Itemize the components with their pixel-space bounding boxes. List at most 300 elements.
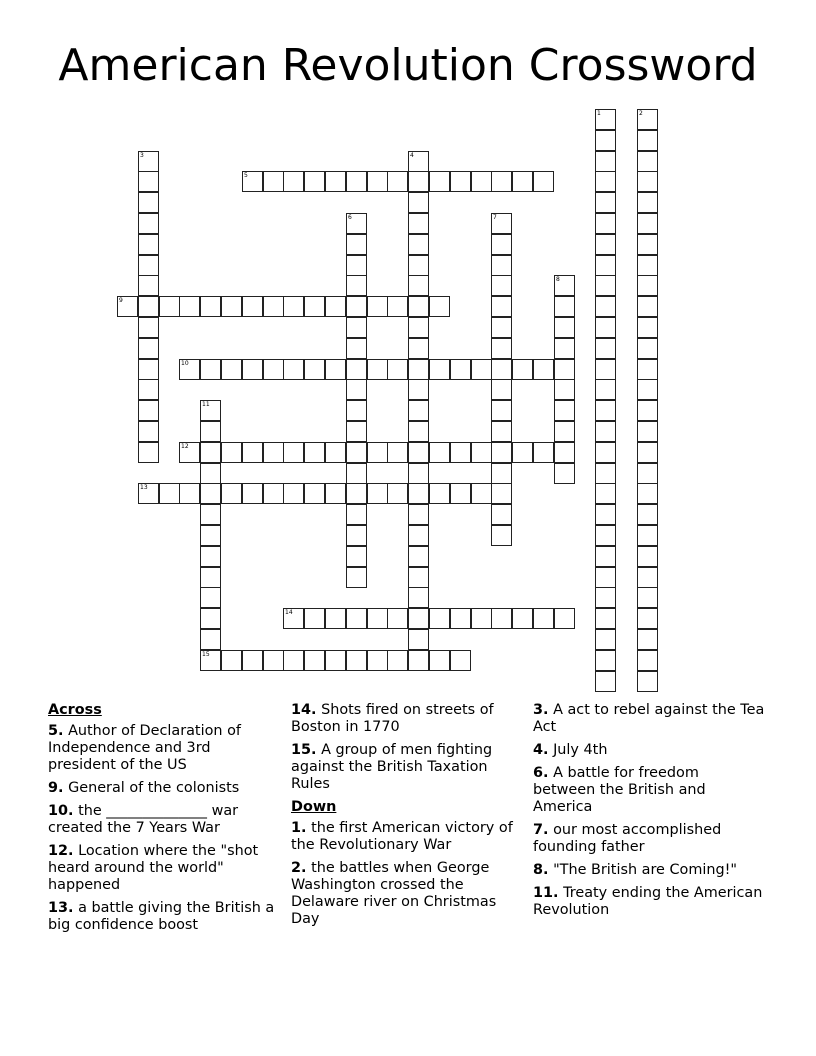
grid-cell[interactable] — [200, 421, 221, 442]
grid-cell[interactable] — [325, 483, 346, 504]
clue-number: 6. — [533, 765, 549, 781]
grid-cell[interactable] — [346, 171, 367, 192]
grid-cell[interactable] — [637, 234, 658, 255]
grid-cell[interactable] — [367, 608, 388, 629]
grid-cell[interactable] — [242, 442, 263, 463]
clue-text: the first American victory of the Revolutionary War — [291, 820, 513, 853]
grid-cell[interactable] — [595, 567, 616, 588]
grid-cell[interactable] — [138, 255, 159, 276]
grid-cell[interactable] — [138, 379, 159, 400]
grid-cell[interactable] — [408, 421, 429, 442]
grid-cell[interactable] — [595, 192, 616, 213]
grid-cell[interactable] — [429, 296, 450, 317]
grid-cell[interactable] — [304, 650, 325, 671]
grid-cell[interactable] — [346, 442, 367, 463]
grid-cell[interactable] — [637, 463, 658, 484]
grid-cell[interactable] — [595, 338, 616, 359]
grid-cell[interactable] — [263, 442, 284, 463]
grid-cell[interactable] — [637, 317, 658, 338]
grid-cell[interactable] — [200, 546, 221, 567]
grid-cell[interactable] — [179, 483, 200, 504]
grid-cell[interactable] — [637, 379, 658, 400]
clue-text: A group of men fighting against the British Taxation Rules — [291, 742, 493, 792]
clue-number: 4. — [533, 742, 549, 758]
grid-cell[interactable] — [491, 463, 512, 484]
grid-cell[interactable] — [387, 483, 408, 504]
grid-cell[interactable] — [595, 379, 616, 400]
grid-cell[interactable] — [491, 296, 512, 317]
grid-cell[interactable] — [263, 296, 284, 317]
grid-cell[interactable] — [263, 359, 284, 380]
grid-cell[interactable] — [491, 442, 512, 463]
grid-cell[interactable] — [595, 109, 616, 130]
grid-cell[interactable] — [595, 421, 616, 442]
grid-cell[interactable] — [637, 275, 658, 296]
clue-text: "The British are Coming!" — [553, 862, 737, 878]
grid-cell[interactable] — [554, 275, 575, 296]
grid-cell[interactable] — [408, 338, 429, 359]
grid-cell[interactable] — [637, 359, 658, 380]
grid-cell[interactable] — [408, 296, 429, 317]
grid-cell[interactable] — [595, 400, 616, 421]
grid-cell[interactable] — [595, 317, 616, 338]
grid-cell[interactable] — [491, 275, 512, 296]
grid-cell[interactable] — [637, 504, 658, 525]
grid-cell[interactable] — [138, 421, 159, 442]
grid-cell[interactable] — [637, 338, 658, 359]
grid-cell[interactable] — [159, 296, 180, 317]
grid-cell[interactable] — [595, 671, 616, 692]
grid-cell[interactable] — [387, 650, 408, 671]
grid-cell[interactable] — [159, 483, 180, 504]
clue-text: Treaty ending the American Revolution — [533, 885, 763, 918]
cell-number: 14 — [285, 609, 293, 616]
grid-cell[interactable] — [637, 525, 658, 546]
grid-cell[interactable] — [450, 483, 471, 504]
grid-cell[interactable] — [408, 379, 429, 400]
grid-cell[interactable] — [346, 525, 367, 546]
grid-cell[interactable] — [554, 296, 575, 317]
grid-cell[interactable] — [221, 442, 242, 463]
grid-cell[interactable] — [408, 192, 429, 213]
grid-cell[interactable] — [429, 483, 450, 504]
grid-cell[interactable] — [138, 234, 159, 255]
clue-down-11 — [533, 885, 765, 919]
grid-cell[interactable] — [554, 608, 575, 629]
grid-cell[interactable] — [200, 504, 221, 525]
cell-number: 12 — [181, 443, 189, 450]
grid-cell[interactable] — [408, 400, 429, 421]
grid-cell[interactable] — [471, 483, 492, 504]
grid-cell[interactable] — [221, 483, 242, 504]
grid-cell[interactable] — [325, 171, 346, 192]
grid-cell[interactable] — [595, 296, 616, 317]
clue-down-7 — [533, 822, 765, 856]
grid-cell[interactable] — [283, 483, 304, 504]
clue-number: 12. — [48, 843, 74, 859]
grid-cell[interactable] — [200, 587, 221, 608]
grid-cell[interactable] — [346, 317, 367, 338]
grid-cell[interactable] — [637, 130, 658, 151]
grid-cell[interactable] — [554, 379, 575, 400]
grid-cell[interactable] — [325, 608, 346, 629]
grid-cell[interactable] — [491, 483, 512, 504]
cell-number: 15 — [202, 651, 210, 658]
grid-cell[interactable] — [533, 359, 554, 380]
grid-cell[interactable] — [637, 171, 658, 192]
grid-cell[interactable] — [595, 255, 616, 276]
grid-cell[interactable] — [554, 400, 575, 421]
grid-cell[interactable] — [138, 400, 159, 421]
across-heading: Across — [48, 702, 102, 718]
grid-cell[interactable] — [595, 359, 616, 380]
grid-cell[interactable] — [325, 296, 346, 317]
grid-cell[interactable] — [138, 317, 159, 338]
grid-cell[interactable] — [491, 255, 512, 276]
grid-cell[interactable] — [595, 130, 616, 151]
grid-cell[interactable] — [491, 234, 512, 255]
clue-across-15 — [291, 742, 523, 793]
grid-cell[interactable] — [595, 234, 616, 255]
grid-cell[interactable] — [408, 317, 429, 338]
grid-cell[interactable] — [304, 296, 325, 317]
grid-cell[interactable] — [595, 650, 616, 671]
grid-cell[interactable] — [595, 629, 616, 650]
grid-cell[interactable] — [554, 463, 575, 484]
grid-cell[interactable] — [408, 567, 429, 588]
grid-cell[interactable] — [138, 171, 159, 192]
grid-cell[interactable] — [283, 171, 304, 192]
grid-cell[interactable] — [471, 359, 492, 380]
clue-text: a battle giving the British a big confidence boost — [48, 900, 275, 933]
grid-cell[interactable] — [200, 650, 221, 671]
grid-cell[interactable] — [637, 671, 658, 692]
grid-cell[interactable] — [242, 483, 263, 504]
grid-cell[interactable] — [179, 296, 200, 317]
grid-cell[interactable] — [429, 650, 450, 671]
grid-cell[interactable] — [595, 546, 616, 567]
grid-cell[interactable] — [200, 525, 221, 546]
grid-cell[interactable] — [346, 463, 367, 484]
grid-cell[interactable] — [637, 151, 658, 172]
grid-cell[interactable] — [637, 255, 658, 276]
grid-cell[interactable] — [346, 546, 367, 567]
grid-cell[interactable] — [263, 650, 284, 671]
grid-cell[interactable] — [450, 442, 471, 463]
grid-cell[interactable] — [637, 567, 658, 588]
grid-cell[interactable] — [138, 296, 159, 317]
grid-cell[interactable] — [138, 359, 159, 380]
grid-cell[interactable] — [117, 296, 138, 317]
grid-cell[interactable] — [595, 587, 616, 608]
grid-cell[interactable] — [554, 317, 575, 338]
grid-cell[interactable] — [200, 483, 221, 504]
grid-cell[interactable] — [595, 504, 616, 525]
clue-across-9 — [48, 780, 280, 797]
grid-cell[interactable] — [595, 442, 616, 463]
grid-cell[interactable] — [200, 359, 221, 380]
grid-cell[interactable] — [200, 463, 221, 484]
grid-cell[interactable] — [200, 608, 221, 629]
grid-cell[interactable] — [138, 338, 159, 359]
clue-across-5 — [48, 723, 280, 774]
grid-cell[interactable] — [283, 442, 304, 463]
grid-cell[interactable] — [408, 151, 429, 172]
grid-cell[interactable] — [283, 608, 304, 629]
clues-column-2 — [291, 702, 523, 934]
cell-number: 7 — [493, 214, 497, 221]
grid-cell[interactable] — [242, 650, 263, 671]
grid-cell[interactable] — [408, 483, 429, 504]
grid-cell[interactable] — [387, 608, 408, 629]
grid-cell[interactable] — [637, 483, 658, 504]
grid-cell[interactable] — [471, 171, 492, 192]
grid-cell[interactable] — [304, 483, 325, 504]
grid-cell[interactable] — [367, 442, 388, 463]
grid-cell[interactable] — [408, 442, 429, 463]
cell-number: 9 — [119, 297, 123, 304]
grid-cell[interactable] — [637, 650, 658, 671]
grid-cell[interactable] — [179, 359, 200, 380]
grid-cell[interactable] — [595, 463, 616, 484]
grid-cell[interactable] — [200, 296, 221, 317]
grid-cell[interactable] — [637, 400, 658, 421]
cell-number: 11 — [202, 401, 210, 408]
grid-cell[interactable] — [138, 192, 159, 213]
grid-cell[interactable] — [242, 359, 263, 380]
clue-number: 9. — [48, 780, 64, 796]
grid-cell[interactable] — [450, 359, 471, 380]
grid-cell[interactable] — [408, 608, 429, 629]
cell-number: 1 — [597, 110, 601, 117]
grid-cell[interactable] — [637, 213, 658, 234]
grid-cell[interactable] — [367, 296, 388, 317]
clue-text: A act to rebel against the Tea Act — [533, 702, 765, 735]
grid-cell[interactable] — [491, 317, 512, 338]
grid-cell[interactable] — [346, 567, 367, 588]
clue-text: Shots fired on streets of Boston in 1770 — [291, 702, 494, 735]
grid-cell[interactable] — [221, 650, 242, 671]
grid-cell[interactable] — [637, 421, 658, 442]
grid-cell[interactable] — [471, 442, 492, 463]
grid-cell[interactable] — [408, 213, 429, 234]
clue-number: 14. — [291, 702, 317, 718]
grid-cell[interactable] — [346, 359, 367, 380]
grid-cell[interactable] — [346, 338, 367, 359]
cell-number: 5 — [244, 172, 248, 179]
clue-across-10 — [48, 803, 280, 837]
grid-cell[interactable] — [346, 504, 367, 525]
grid-cell[interactable] — [200, 442, 221, 463]
clue-down-6 — [533, 765, 765, 816]
grid-cell[interactable] — [221, 359, 242, 380]
grid-cell[interactable] — [637, 608, 658, 629]
grid-cell[interactable] — [595, 525, 616, 546]
grid-cell[interactable] — [346, 234, 367, 255]
grid-cell[interactable] — [595, 275, 616, 296]
clue-across-12 — [48, 843, 280, 894]
grid-cell[interactable] — [325, 650, 346, 671]
cell-number: 2 — [639, 110, 643, 117]
clue-text: General of the colonists — [68, 780, 240, 796]
grid-cell[interactable] — [387, 296, 408, 317]
grid-cell[interactable] — [637, 442, 658, 463]
grid-cell[interactable] — [304, 608, 325, 629]
grid-cell[interactable] — [325, 359, 346, 380]
grid-cell[interactable] — [263, 483, 284, 504]
grid-cell[interactable] — [491, 504, 512, 525]
grid-cell[interactable] — [533, 171, 554, 192]
grid-cell[interactable] — [554, 359, 575, 380]
cell-number: 6 — [348, 214, 352, 221]
grid-cell[interactable] — [554, 421, 575, 442]
down-heading: Down — [291, 799, 337, 815]
grid-cell[interactable] — [304, 359, 325, 380]
cell-number: 3 — [140, 152, 144, 159]
grid-cell[interactable] — [200, 400, 221, 421]
grid-cell[interactable] — [367, 171, 388, 192]
grid-cell[interactable] — [450, 608, 471, 629]
grid-cell[interactable] — [491, 171, 512, 192]
grid-cell[interactable] — [325, 442, 346, 463]
grid-cell[interactable] — [533, 608, 554, 629]
grid-cell[interactable] — [242, 296, 263, 317]
clue-text: our most accomplished founding father — [533, 822, 722, 855]
grid-cell[interactable] — [346, 296, 367, 317]
grid-cell[interactable] — [263, 171, 284, 192]
grid-cell[interactable] — [595, 171, 616, 192]
grid-cell[interactable] — [491, 338, 512, 359]
clue-number: 5. — [48, 723, 64, 739]
grid-cell[interactable] — [304, 442, 325, 463]
grid-cell[interactable] — [138, 275, 159, 296]
grid-cell[interactable] — [304, 171, 325, 192]
grid-cell[interactable] — [346, 400, 367, 421]
grid-cell[interactable] — [346, 213, 367, 234]
grid-cell[interactable] — [429, 442, 450, 463]
grid-cell[interactable] — [450, 650, 471, 671]
grid-cell[interactable] — [408, 275, 429, 296]
grid-cell[interactable] — [346, 421, 367, 442]
cell-number: 4 — [410, 152, 414, 159]
grid-cell[interactable] — [491, 608, 512, 629]
grid-cell[interactable] — [491, 359, 512, 380]
grid-cell[interactable] — [595, 151, 616, 172]
grid-cell[interactable] — [637, 109, 658, 130]
grid-cell[interactable] — [346, 608, 367, 629]
clue-down-3 — [533, 702, 765, 736]
grid-cell[interactable] — [554, 338, 575, 359]
grid-cell[interactable] — [200, 567, 221, 588]
grid-cell[interactable] — [637, 629, 658, 650]
grid-cell[interactable] — [408, 525, 429, 546]
grid-cell[interactable] — [491, 379, 512, 400]
cell-number: 13 — [140, 484, 148, 491]
clue-number: 8. — [533, 862, 549, 878]
grid-cell[interactable] — [637, 192, 658, 213]
grid-cell[interactable] — [429, 171, 450, 192]
grid-cell[interactable] — [512, 171, 533, 192]
grid-cell[interactable] — [491, 213, 512, 234]
grid-cell[interactable] — [408, 463, 429, 484]
grid-cell[interactable] — [408, 546, 429, 567]
grid-cell[interactable] — [283, 650, 304, 671]
clue-text: the battles when George Washington crossed the Delaware river on Christmas Day — [291, 860, 497, 927]
grid-cell[interactable] — [637, 546, 658, 567]
grid-cell[interactable] — [408, 171, 429, 192]
grid-cell[interactable] — [595, 213, 616, 234]
grid-cell[interactable] — [138, 213, 159, 234]
clue-text: Author of Declaration of Independence and 3rd president of the US — [48, 723, 241, 773]
grid-cell[interactable] — [408, 504, 429, 525]
grid-cell[interactable] — [595, 483, 616, 504]
grid-cell[interactable] — [637, 587, 658, 608]
grid-cell[interactable] — [138, 483, 159, 504]
grid-cell[interactable] — [346, 379, 367, 400]
cell-number: 8 — [556, 276, 560, 283]
grid-cell[interactable] — [491, 525, 512, 546]
grid-cell[interactable] — [242, 171, 263, 192]
grid-cell[interactable] — [450, 171, 471, 192]
grid-cell[interactable] — [554, 442, 575, 463]
grid-cell[interactable] — [283, 359, 304, 380]
clue-text: the ______________ war created the 7 Years War — [48, 803, 239, 836]
grid-cell[interactable] — [512, 359, 533, 380]
grid-cell[interactable] — [512, 442, 533, 463]
grid-cell[interactable] — [367, 650, 388, 671]
grid-cell[interactable] — [346, 650, 367, 671]
grid-cell[interactable] — [283, 296, 304, 317]
grid-cell[interactable] — [533, 442, 554, 463]
grid-cell[interactable] — [429, 359, 450, 380]
grid-cell[interactable] — [387, 442, 408, 463]
grid-cell[interactable] — [429, 608, 450, 629]
grid-cell[interactable] — [138, 151, 159, 172]
grid-cell[interactable] — [408, 650, 429, 671]
clue-number: 3. — [533, 702, 549, 718]
grid-cell[interactable] — [471, 608, 492, 629]
clue-number: 10. — [48, 803, 74, 819]
grid-cell[interactable] — [408, 359, 429, 380]
grid-cell[interactable] — [491, 400, 512, 421]
clue-text: Location where the "shot heard around the world" happened — [48, 843, 259, 893]
grid-cell[interactable] — [491, 421, 512, 442]
grid-cell[interactable] — [387, 359, 408, 380]
grid-cell[interactable] — [221, 296, 242, 317]
grid-cell[interactable] — [408, 587, 429, 608]
grid-cell[interactable] — [408, 255, 429, 276]
grid-cell[interactable] — [637, 296, 658, 317]
clue-down-4 — [533, 742, 765, 759]
grid-cell[interactable] — [595, 608, 616, 629]
grid-cell[interactable] — [512, 608, 533, 629]
clue-number: 1. — [291, 820, 307, 836]
clue-down-1 — [291, 820, 523, 854]
grid-cell[interactable] — [346, 483, 367, 504]
grid-cell[interactable] — [367, 483, 388, 504]
grid-cell[interactable] — [367, 359, 388, 380]
clue-across-13 — [48, 900, 280, 934]
grid-cell[interactable] — [138, 442, 159, 463]
grid-cell[interactable] — [179, 442, 200, 463]
grid-cell[interactable] — [408, 234, 429, 255]
grid-cell[interactable] — [387, 171, 408, 192]
grid-cell[interactable] — [346, 275, 367, 296]
grid-cell[interactable] — [408, 629, 429, 650]
grid-cell[interactable] — [200, 629, 221, 650]
grid-cell[interactable] — [346, 255, 367, 276]
clue-number: 2. — [291, 860, 307, 876]
